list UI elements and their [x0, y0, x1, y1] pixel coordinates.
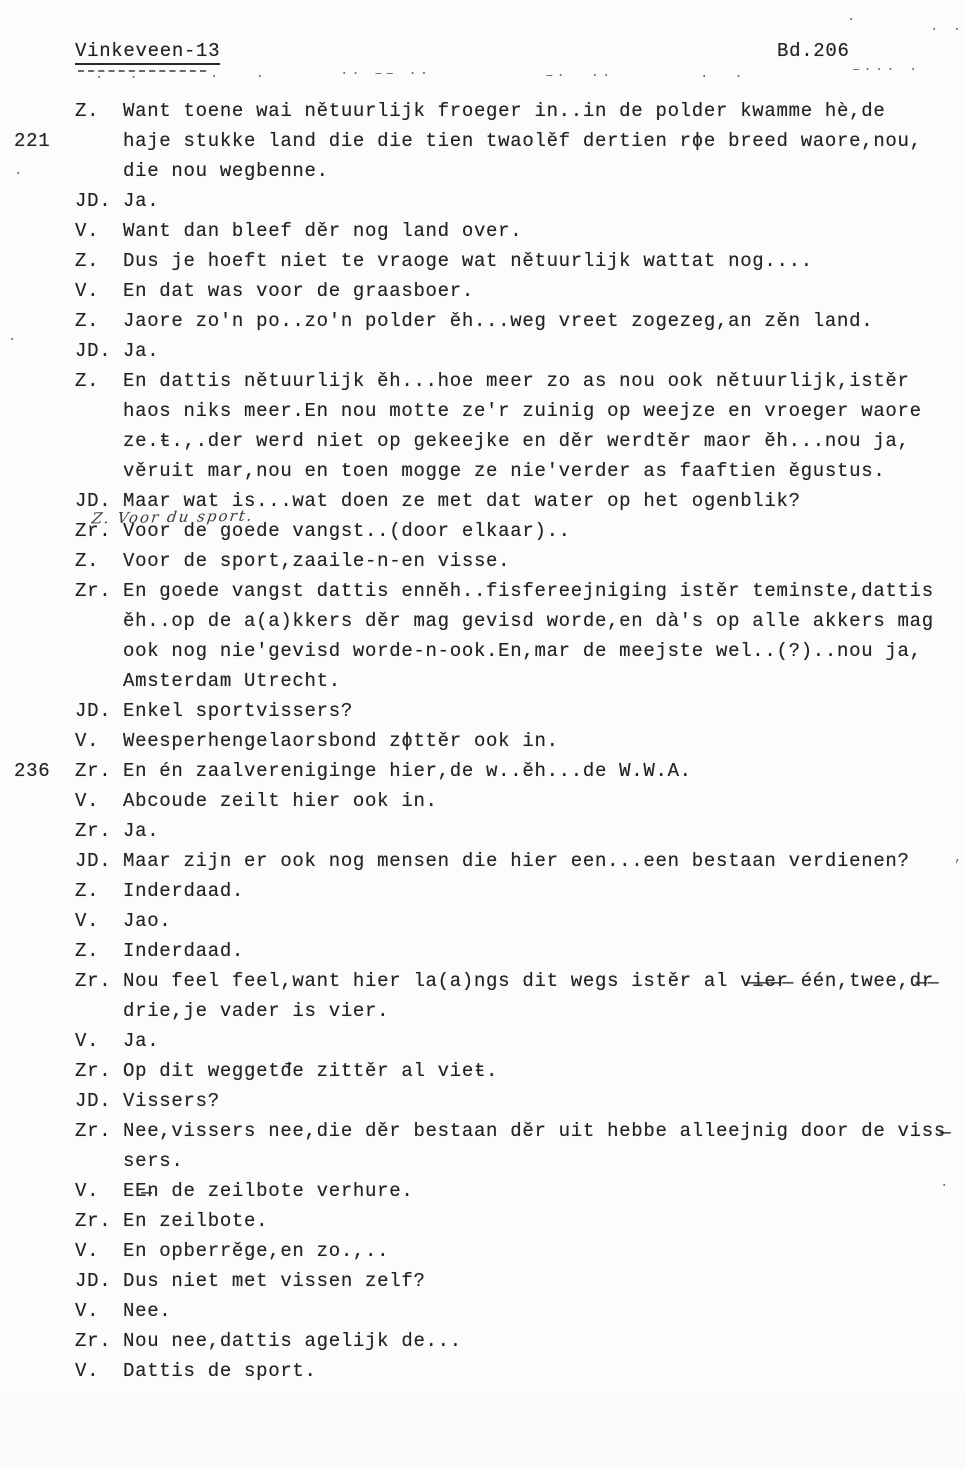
speaker-label: Zr. [75, 1060, 112, 1082]
transcript-line [0, 670, 966, 700]
transcript-line [0, 1060, 966, 1090]
speaker-label: JD. [75, 1270, 112, 1292]
line-text: Maar wat is...wat doen ze met dat water op het ogenblik? [123, 490, 801, 512]
line-text: Jaore zo'n po..zo'n polder ěh...weg vreet zogezeg,an zěn land. [123, 310, 874, 332]
scan-speck: ’ [953, 858, 965, 874]
handwritten-annotation: Z. Voor du sport. [90, 506, 255, 528]
scan-speck: ·· –– ·· [340, 66, 432, 82]
transcript-line [0, 1120, 966, 1150]
scan-speck: · · [95, 70, 141, 86]
transcript-line [0, 400, 966, 430]
transcript-line [0, 1240, 966, 1270]
transcript-line [0, 280, 966, 310]
line-text: Maar zijn er ook nog mensen die hier een...een bestaan verdienen? [123, 850, 910, 872]
line-text: haje stukke land die die tien twaolěf dertien rɸe breed waore,nou, [123, 130, 922, 152]
speaker-label: V. [75, 730, 100, 752]
scan-speck: –··· · [852, 62, 921, 78]
speaker-label: Zr. [75, 1330, 112, 1352]
transcript-line [0, 850, 966, 880]
line-text: Want toene wai nětuurlijk froeger in..in de polder kwamme hè,de [123, 100, 886, 122]
line-text: Want dan bleef děr nog land over. [123, 220, 523, 242]
line-text: Nee,vissers nee,die děr bestaan děr uit hebbe alleejnig door de viss̶ [123, 1120, 946, 1142]
speaker-label: V. [75, 1180, 100, 1202]
transcript-line [0, 1330, 966, 1360]
transcript-body [0, 100, 966, 1390]
line-text: drie,je vader is vier. [123, 1000, 390, 1022]
speaker-label: Z. [75, 310, 100, 332]
speaker-label: Zr. [75, 970, 112, 992]
line-text: Op dit weggetđe zittěr al vieŧ. [123, 1060, 499, 1082]
margin-line-number: 236 [14, 760, 51, 782]
line-text: ook nog nie'gevisd worde-n-ook.En,mar de meejste wel..(?)..nou ja, [123, 640, 922, 662]
transcript-line [0, 640, 966, 670]
line-text: Jao. [123, 910, 172, 932]
line-text: Inderdaad. [123, 940, 245, 962]
line-text: Abcoude zeilt hier ook in. [123, 790, 438, 812]
margin-line-number: 221 [14, 130, 51, 152]
transcript-line [0, 700, 966, 730]
transcript-line [0, 1090, 966, 1120]
speaker-label: V. [75, 1030, 100, 1052]
speaker-label: JD. [75, 700, 112, 722]
speaker-label: Zr. [75, 520, 112, 542]
line-text: Ja. [123, 1030, 160, 1052]
transcript-line [0, 100, 966, 130]
line-text: En goede vangst dattis enněh..fisfereejniging istěr teminste,dattis [123, 580, 934, 602]
line-text: Amsterdam Utrecht. [123, 670, 341, 692]
speaker-label: V. [75, 1360, 100, 1382]
transcript-line [0, 970, 966, 1000]
document-reference: Bd.206 [777, 40, 850, 62]
line-text: Ja. [123, 820, 160, 842]
speaker-label: JD. [75, 1090, 112, 1112]
speaker-label: Z. [75, 370, 100, 392]
transcript-line [0, 310, 966, 340]
speaker-label: Z. [75, 880, 100, 902]
speaker-label: JD. [75, 850, 112, 872]
speaker-label: Z. [75, 940, 100, 962]
scan-speck: · · [210, 69, 268, 85]
transcript-line [0, 730, 966, 760]
transcript-line [0, 430, 966, 460]
speaker-label: Zr. [75, 760, 112, 782]
line-text: haos niks meer.En nou motte ze'r zuinig op weejze en vroeger waore [123, 400, 922, 422]
speaker-label: V. [75, 1240, 100, 1262]
line-text: Dattis de sport. [123, 1360, 317, 1382]
speaker-label: Z. [75, 550, 100, 572]
transcript-line [0, 130, 966, 160]
transcript-line [0, 790, 966, 820]
speaker-label: V. [75, 790, 100, 812]
transcript-line [0, 1300, 966, 1330]
speaker-label: JD. [75, 490, 112, 512]
transcript-line [0, 1000, 966, 1030]
transcript-line [0, 1030, 966, 1060]
document-title: Vinkeveen-13 [75, 40, 220, 65]
line-text: sers. [123, 1150, 184, 1172]
transcript-line [0, 1180, 966, 1210]
transcript-line [0, 1270, 966, 1300]
line-text: ěh..op de a(a)kkers děr mag gevisd worde,en dà's op alle akkers mag [123, 610, 934, 632]
speaker-label: Zr. [75, 1210, 112, 1232]
transcript-line [0, 940, 966, 970]
scan-speck: –· ·· [545, 68, 614, 84]
line-text: Nou nee,dattis agelijk de... [123, 1330, 462, 1352]
transcript-line [0, 460, 966, 490]
line-text: Nee. [123, 1300, 172, 1322]
speaker-label: V. [75, 1300, 100, 1322]
transcript-line [0, 610, 966, 640]
transcript-line [0, 1150, 966, 1180]
transcript-line [0, 190, 966, 220]
speaker-label: V. [75, 280, 100, 302]
transcript-line [0, 580, 966, 610]
line-text: Dus je hoeft niet te vraoge wat nětuurlijk wattat nog.... [123, 250, 813, 272]
scan-speck: · · [700, 69, 746, 85]
transcript-line [0, 550, 966, 580]
line-text: věruit mar,nou en toen mogge ze nie'verder as faaftien ěgustus. [123, 460, 886, 482]
speaker-label: Z. [75, 250, 100, 272]
speaker-label: JD. [75, 190, 112, 212]
scan-speck: · [14, 166, 26, 182]
line-text: Vissers? [123, 1090, 220, 1112]
speaker-label: V. [75, 910, 100, 932]
speaker-label: Zr. [75, 1120, 112, 1142]
line-text: Inderdaad. [123, 880, 245, 902]
transcript-line [0, 220, 966, 250]
speaker-label: JD. [75, 340, 112, 362]
transcript-line [0, 1210, 966, 1240]
speaker-label: V. [75, 220, 100, 242]
transcript-line [0, 250, 966, 280]
transcript-line [0, 880, 966, 910]
line-text: ze.ŧ.,.der werd niet op gekeejke en děr werdtěr maor ěh...nou ja, [123, 430, 910, 452]
line-text: En opberrěge,en zo.,.. [123, 1240, 390, 1262]
line-text: En zeilbote. [123, 1210, 269, 1232]
line-text: Enkel sportvissers? [123, 700, 353, 722]
speaker-label: Z. [75, 100, 100, 122]
line-text: En én zaalvereniginge hier,de w..ěh...de W.W.A. [123, 760, 692, 782]
transcript-line [0, 370, 966, 400]
scan-speck: · [940, 1178, 952, 1194]
line-text: En dat was voor de graasboer. [123, 280, 474, 302]
transcript-line [0, 160, 966, 190]
line-text: En dattis nětuurlijk ěh...hoe meer zo as nou ook nětuurlijk,istěr [123, 370, 910, 392]
line-text: Weesperhengelaorsbond zɸttěr ook in. [123, 730, 559, 752]
transcript-line [0, 820, 966, 850]
transcript-line [0, 340, 966, 370]
line-text: die nou wegbenne. [123, 160, 329, 182]
line-text: Voor de goede vangst..(door elkaar).. [123, 520, 571, 542]
line-text: Ja. [123, 190, 160, 212]
transcript-line [0, 910, 966, 940]
transcript-line [0, 1360, 966, 1390]
scan-speck: · · [930, 22, 965, 38]
line-text: EE̶n de zeilbote verhure. [123, 1180, 414, 1202]
line-text: Ja. [123, 340, 160, 362]
scan-speck: · [847, 12, 859, 28]
speaker-label: Zr. [75, 580, 112, 602]
line-text: Voor de sport,zaaile-n-en visse. [123, 550, 511, 572]
line-text: Dus niet met vissen zelf? [123, 1270, 426, 1292]
transcript-line [0, 760, 966, 790]
speaker-label: Zr. [75, 820, 112, 842]
line-text: Nou feel feel,want hier la(a)ngs dit wegs istěr al v̶i̶e̶r̶ één,twee,d̶r̶ [123, 970, 934, 992]
scan-speck: · [8, 332, 20, 348]
